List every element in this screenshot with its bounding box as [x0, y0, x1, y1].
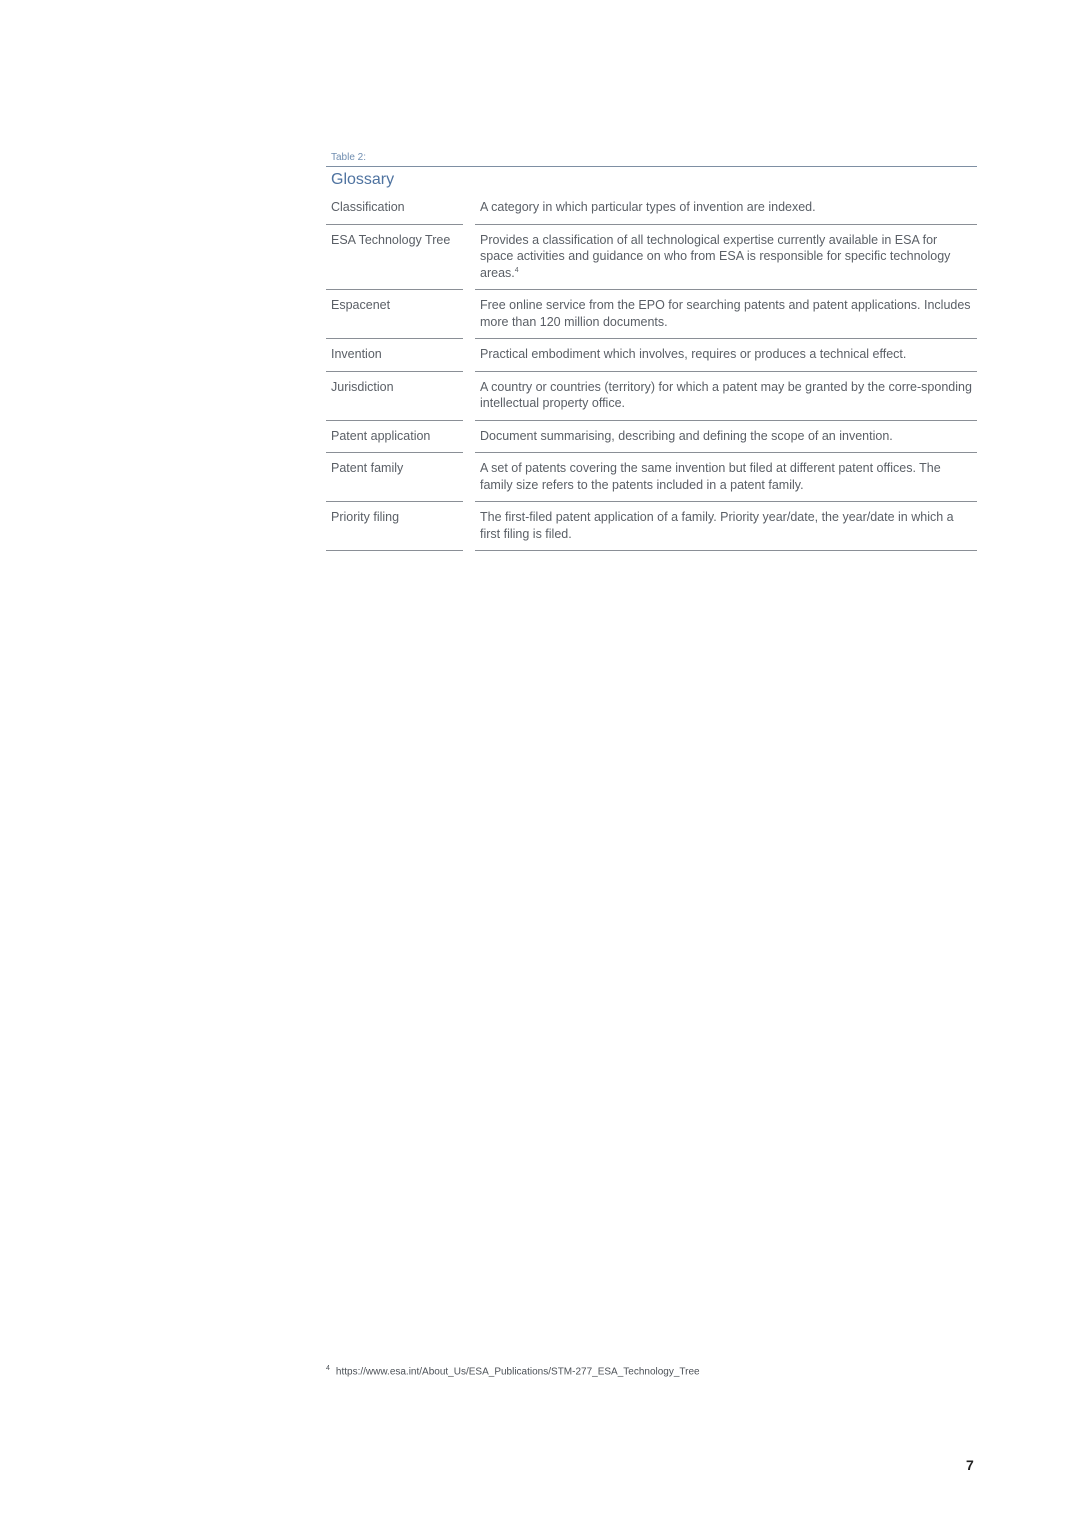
glossary-table	[326, 150, 977, 551]
glossary-definition: Practical embodiment which involves, requires or produces a technical effect.	[475, 339, 977, 372]
glossary-term: Invention	[326, 339, 463, 372]
page-number: 7	[966, 1457, 974, 1473]
glossary-term: Espacenet	[326, 290, 463, 339]
table-title: Glossary	[331, 171, 395, 188]
glossary-term: Classification	[326, 197, 463, 225]
table-row	[326, 421, 977, 454]
table-row	[326, 372, 977, 421]
footnote-link[interactable]: https://www.esa.int/About_Us/ESA_Publications/STM-277_ESA_Technology_Tree	[335, 1366, 700, 1378]
table-row	[326, 453, 977, 502]
glossary-term: Priority filing	[326, 502, 463, 551]
glossary-definition: A country or countries (territory) for which a patent may be granted by the corre-sponding intellectual property office.	[475, 372, 977, 421]
footnote	[326, 1365, 700, 1377]
glossary-definition	[475, 225, 977, 291]
table-row	[326, 225, 977, 291]
glossary-definition-text: Provides a classification of all technological expertise currently available in ESA for space activities and guidance on who from ESA is responsible for specific technology areas.	[480, 232, 951, 280]
glossary-term: Patent application	[326, 421, 463, 454]
glossary-definition: A set of patents covering the same invention but filed at different patent offices. The family size refers to the patents included in a patent family.	[475, 453, 977, 502]
table-label: Table 2:	[331, 152, 367, 163]
glossary-term: Jurisdiction	[326, 372, 463, 421]
glossary-term: ESA Technology Tree	[326, 225, 463, 291]
glossary-definition: A category in which particular types of invention are indexed.	[475, 197, 977, 225]
glossary-definition: The first-filed patent application of a family. Priority year/date, the year/date in which a first filing is filed.	[475, 502, 977, 551]
glossary-term: Patent family	[326, 453, 463, 502]
table-row	[326, 339, 977, 372]
footnote-reference: 4	[514, 266, 519, 274]
table-top-rule	[326, 166, 977, 167]
glossary-definition: Free online service from the EPO for searching patents and patent applications. Includes more than 120 million documents.	[475, 290, 977, 339]
glossary-definition: Document summarising, describing and defining the scope of an invention.	[475, 421, 977, 454]
footnote-number: 4	[326, 1365, 330, 1372]
table-row	[326, 290, 977, 339]
table-row	[326, 502, 977, 551]
table-row	[326, 197, 977, 225]
